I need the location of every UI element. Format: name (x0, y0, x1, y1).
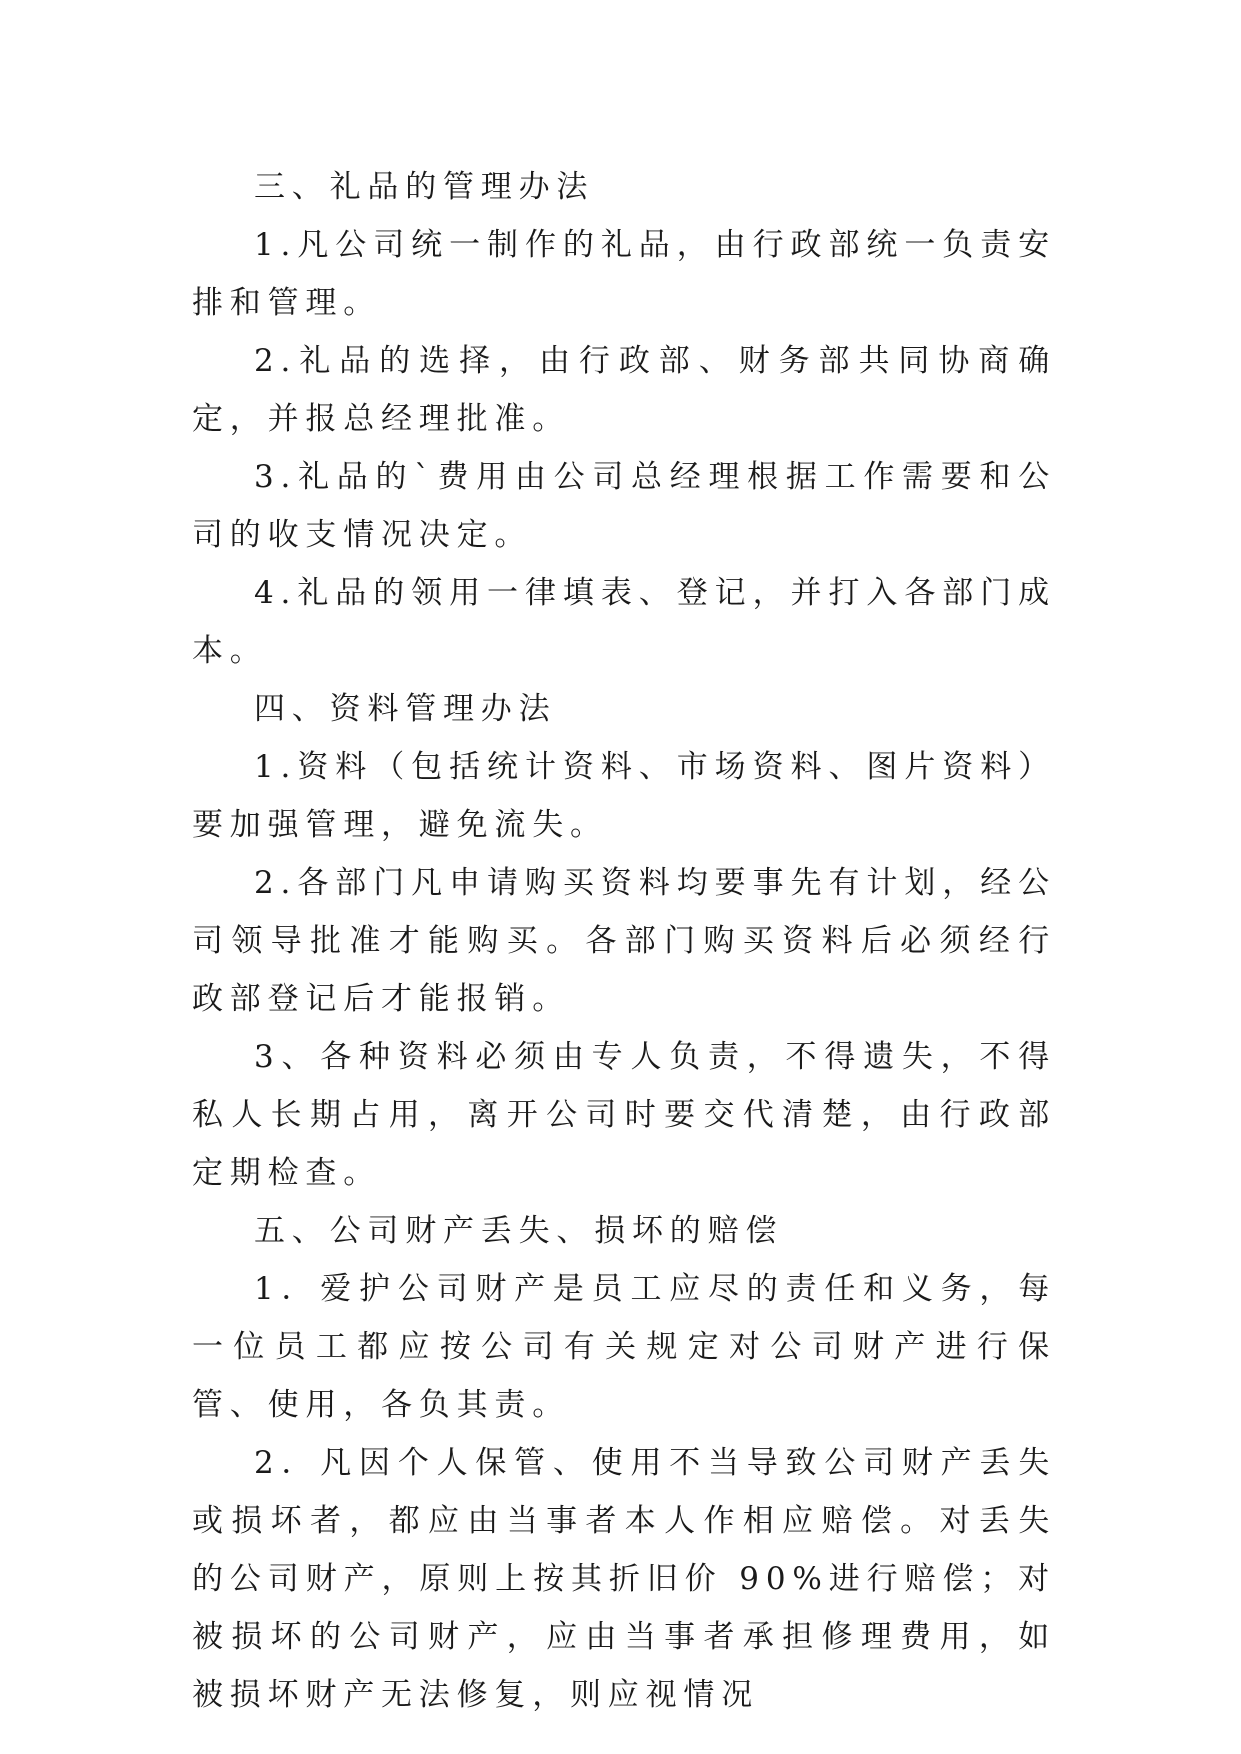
document-body (192, 158, 1056, 1724)
paragraph-materials-rule-2: 2.各部门凡申请购买资料均要事先有计划，经公司领导批准才能购买。各部门购买资料后必须经行政部登记后才能报销。 (192, 865, 1056, 1017)
paragraph-materials-rule-1: 1.资料（包括统计资料、市场资料、图片资料）要加强管理，避免流失。 (192, 749, 1056, 843)
section-heading-gift-management: 三、礼品的管理办法 (254, 169, 595, 205)
section-heading-materials-management: 四、资料管理办法 (254, 691, 557, 727)
paragraph-gift-rule-2: 2.礼品的选择，由行政部、财务部共同协商确定，并报总经理批准。 (192, 343, 1056, 437)
paragraph-property-rule-2: 2．凡因个人保管、使用不当导致公司财产丢失或损坏者，都应由当事者本人作相应赔偿。对丢失的公司财产，原则上按其折旧价 90%进行赔偿；对被损坏的公司财产，应由当事者承担修理费用，如被损坏财产无法修复，则应视情况 (192, 1445, 1056, 1713)
paragraph-gift-rule-1: 1.凡公司统一制作的礼品，由行政部统一负责安排和管理。 (192, 227, 1056, 321)
paragraph-materials-rule-3: 3、各种资料必须由专人负责，不得遗失，不得私人长期占用，离开公司时要交代清楚，由行政部定期检查。 (192, 1039, 1056, 1191)
paragraph-gift-rule-4: 4.礼品的领用一律填表、登记，并打入各部门成本。 (192, 575, 1056, 669)
paragraph-gift-rule-3: 3.礼品的`费用由公司总经理根据工作需要和公司的收支情况决定。 (192, 459, 1056, 553)
paragraph-property-rule-1: 1．爱护公司财产是员工应尽的责任和义务，每一位员工都应按公司有关规定对公司财产进行保管、使用，各负其责。 (192, 1271, 1056, 1423)
section-heading-property-compensation: 五、公司财产丢失、损坏的赔偿 (254, 1213, 784, 1249)
